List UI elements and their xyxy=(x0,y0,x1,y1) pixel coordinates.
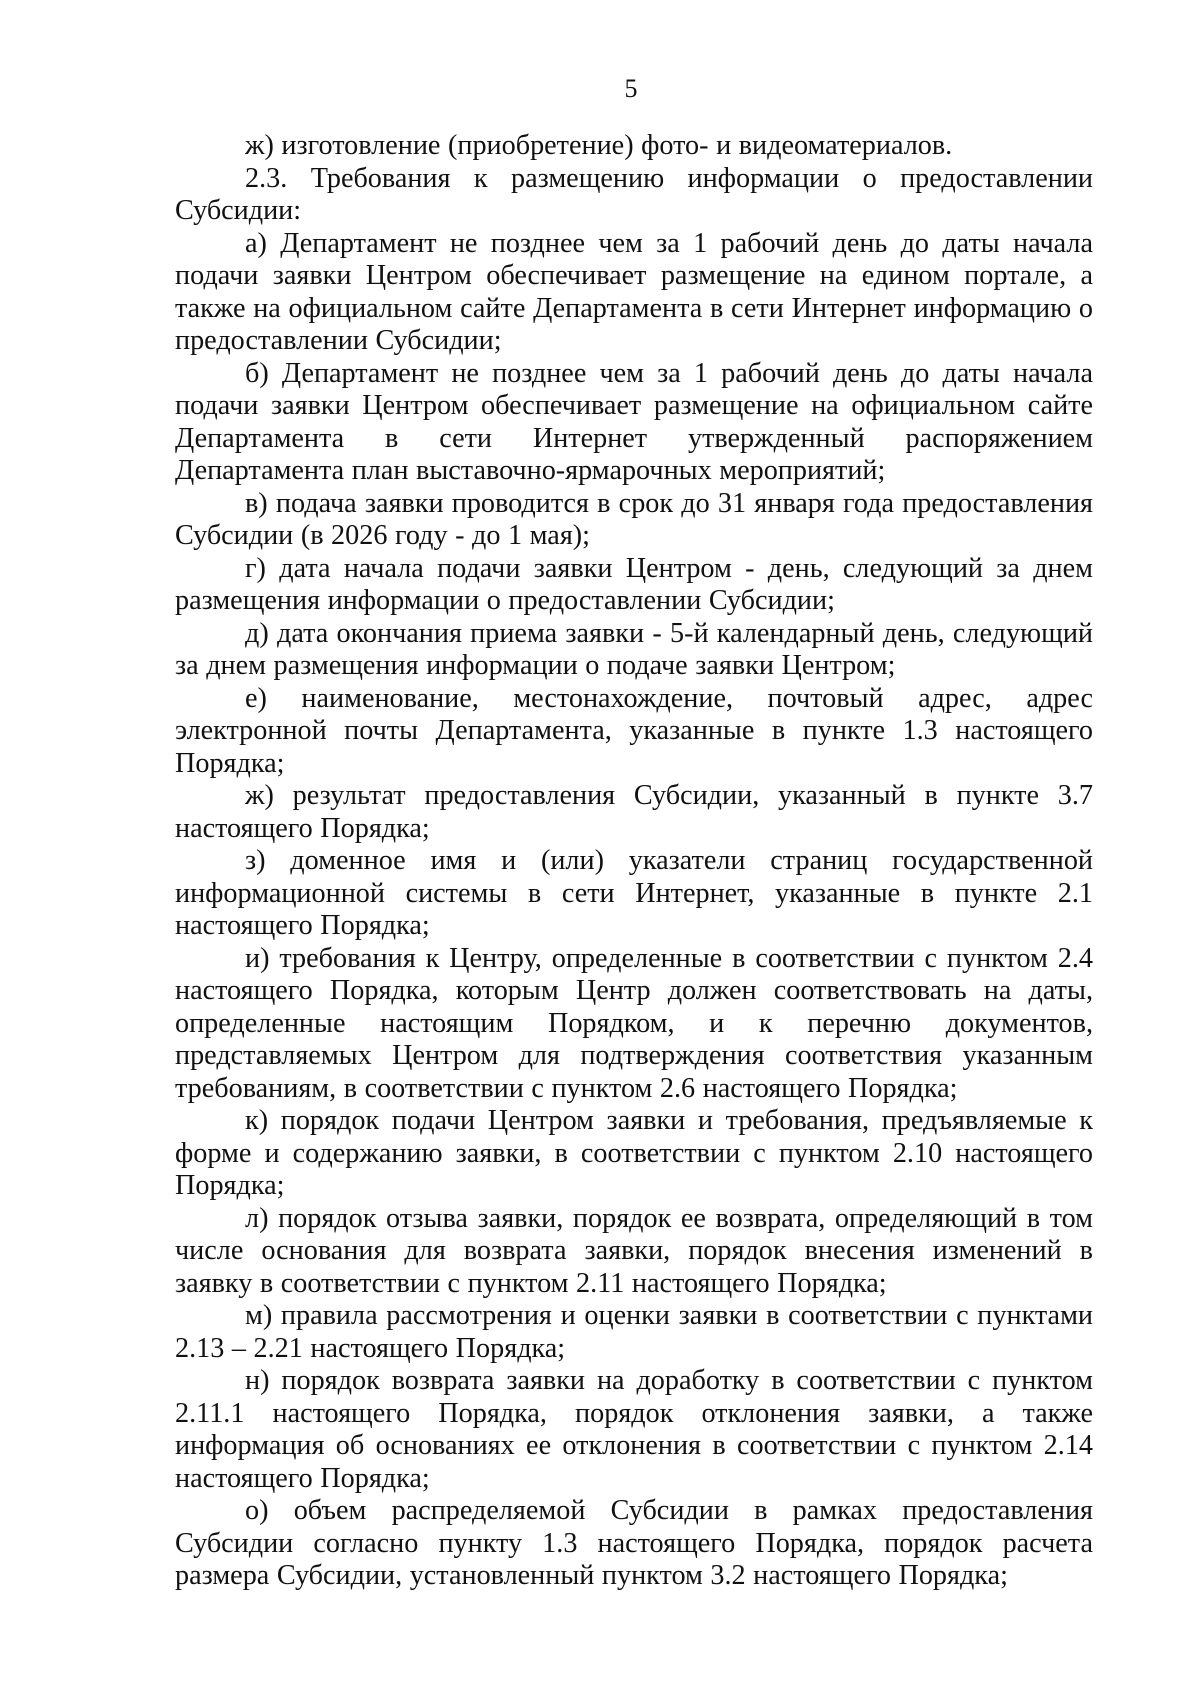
paragraph-e: е) наименование, местонахождение, почтовый адрес, адрес электронной почты Департамента, указанные в пункте 1.3 настоящего Порядка; xyxy=(175,682,1093,779)
paragraph-n: н) порядок возврата заявки на доработку в соответствии с пунктом 2.11.1 настоящего Порядка, порядок отклонения заявки, а также информация об основаниях ее отклонения в соответствии с пунктом 2.14 настоящего Порядка; xyxy=(175,1365,1093,1494)
paragraph-d: д) дата окончания приема заявки - 5-й календарный день, следующий за днем размещения информации о подаче заявки Центром; xyxy=(175,617,1093,681)
paragraph-a: а) Департамент не позднее чем за 1 рабочий день до даты начала подачи заявки Центром обеспечивает размещение на едином портале, а также на официальном сайте Департамента в сети Интернет информацию о предоставлении Субсидии; xyxy=(175,227,1093,356)
paragraph-k: к) порядок подачи Центром заявки и требования, предъявляемые к форме и содержанию заявки, в соответствии с пунктом 2.10 настоящего Порядка; xyxy=(175,1105,1093,1201)
page-number: 5 xyxy=(624,74,638,103)
paragraph-v: в) подача заявки проводится в срок до 31 января года предоставления Субсидии (в 2026 году - до 1 мая); xyxy=(175,487,1093,551)
paragraph-zh-result: ж) результат предоставления Субсидии, указанный в пункте 3.7 настоящего Порядка; xyxy=(175,780,1093,844)
paragraph-z: з) доменное имя и (или) указатели страниц государственной информационной системы в сети Интернет, указанные в пункте 2.1 настоящего Порядка; xyxy=(175,845,1093,941)
paragraph-o: о) объем распределяемой Субсидии в рамках предоставления Субсидии согласно пункту 1.3 настоящего Порядка, порядок расчета размера Субсидии, установленный пунктом 3.2 настоящего Порядка; xyxy=(175,1495,1093,1591)
paragraph-zh-photo-video: ж) изготовление (приобретение) фото- и видеоматериалов. xyxy=(245,130,953,161)
paragraph-m: м) правила рассмотрения и оценки заявки в соответствии с пунктами 2.13 – 2.21 настоящего Порядка; xyxy=(175,1300,1093,1364)
section-2-3-heading: 2.3. Требования к размещению информации о предоставлении Субсидии: xyxy=(175,162,1093,226)
document-body xyxy=(175,130,1093,1593)
paragraph-i: и) требования к Центру, определенные в соответствии с пунктом 2.4 настоящего Порядка, которым Центр должен соответствовать на даты, определенные настоящим Порядком, и к перечню документов, представляемых Центром для подтверждения соответствия указанным требованиям, в соответствии с пунктом 2.6 настоящего Порядка; xyxy=(175,942,1093,1104)
paragraph-b: б) Департамент не позднее чем за 1 рабочий день до даты начала подачи заявки Центром обеспечивает размещение на официальном сайте Департамента в сети Интернет утвержденный распоряжением Департамента план выставочно-ярмарочных мероприятий; xyxy=(175,357,1093,486)
paragraph-g: г) дата начала подачи заявки Центром - день, следующий за днем размещения информации о предоставлении Субсидии; xyxy=(175,552,1093,616)
paragraph-l: л) порядок отзыва заявки, порядок ее возврата, определяющий в том числе основания для возврата заявки, порядок внесения изменений в заявку в соответствии с пунктом 2.11 настоящего Порядка; xyxy=(175,1202,1093,1299)
